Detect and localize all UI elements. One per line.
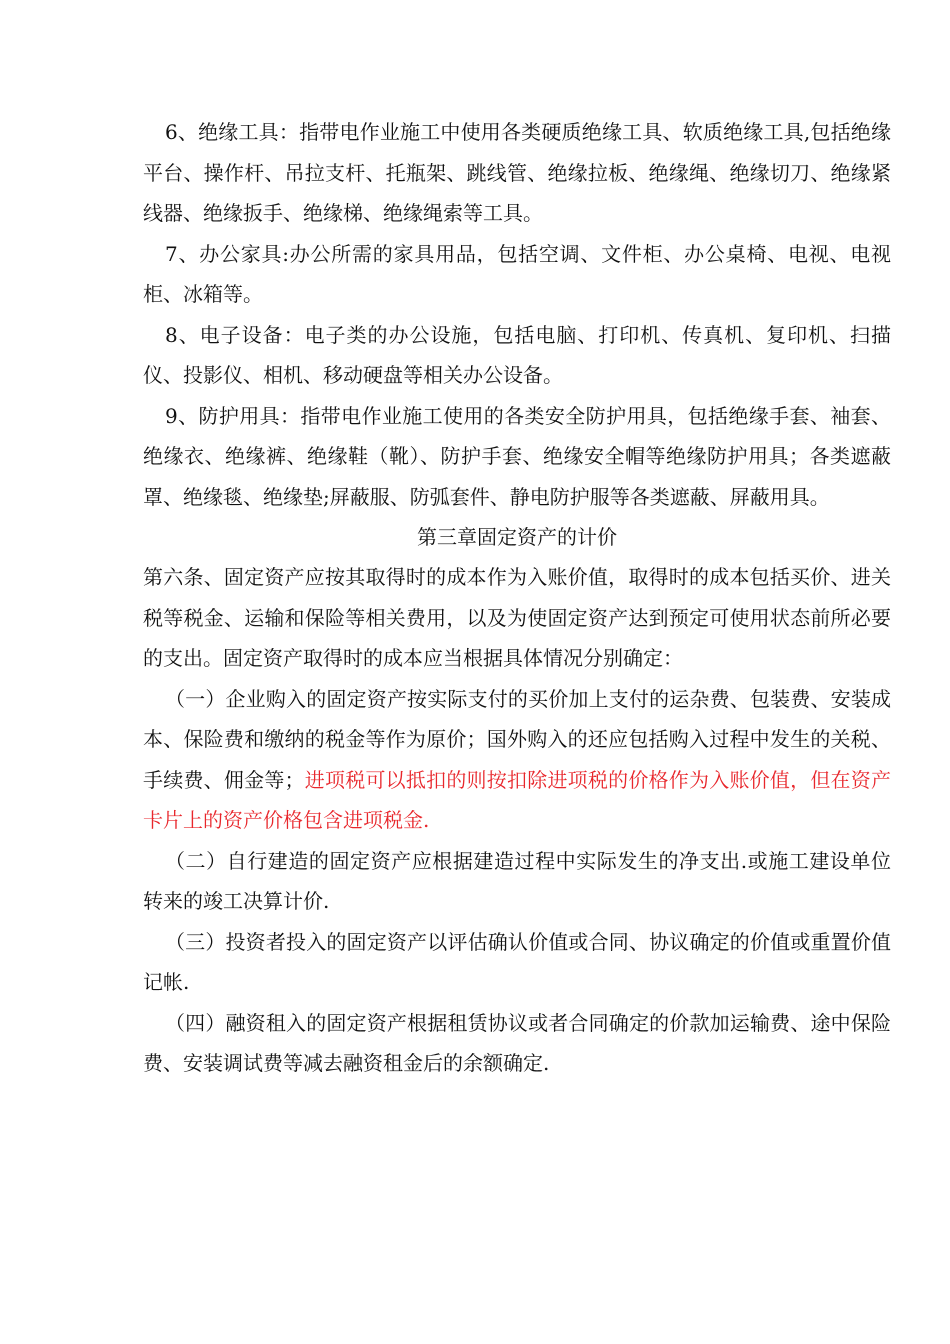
clause-1-text: （一）企业购入的固定资产按实际支付的买价加上支付的运杂费、包装费、安装成本、保险费和缴纳的税金等作为原价；国外购入的还应包括购入过程中发生的关税、手续费、佣金等； [143,686,891,792]
paragraph-item-7: 7、办公家具:办公所需的家具用品，包括空调、文件柜、办公桌椅、电视、电视柜、冰箱等。 [143,241,891,306]
chapter-heading: 第三章固定资产的计价 [417,525,617,549]
clause-3-paragraph: （三）投资者投入的固定资产以评估确认价值或合同、协议确定的价值或重置价值记帐. [143,929,891,994]
clause-2-paragraph: （二）自行建造的固定资产应根据建造过程中实际发生的净支出.或施工建设单位转来的竣工决算计价. [143,848,891,913]
clause-1-highlight: 进项税可以抵扣的则按扣除进项税的价格作为入账价值，但在资产卡片上的资产价格包含进项税金. [143,767,892,832]
paragraph-item-8: 8、电子设备：电子类的办公设施，包括电脑、打印机、传真机、复印机、扫描仪、投影仪、相机、移动硬盘等相关办公设备。 [143,322,891,387]
document-body [143,112,891,1084]
article-6-paragraph: 第六条、固定资产应按其取得时的成本作为入账价值，取得时的成本包括买价、进关税等税金、运输和保险等相关费用，以及为使固定资产达到预定可使用状态前所必要的支出。固定资产取得时的成本应当根据具体情况分别确定： [143,565,891,670]
clause-4-paragraph: （四）融资租入的固定资产根据租赁协议或者合同确定的价款加运输费、途中保险费、安装调试费等减去融资租金后的余额确定. [143,1010,891,1075]
paragraph-item-6: 6、绝缘工具：指带电作业施工中使用各类硬质绝缘工具、软质绝缘工具,包括绝缘平台、操作杆、吊拉支杆、托瓶架、跳线管、绝缘拉板、绝缘绳、绝缘切刀、绝缘紧线器、绝缘扳手、绝缘梯、绝缘绳索等工具。 [143,120,891,225]
paragraph-item-9: 9、防护用具：指带电作业施工使用的各类安全防护用具，包括绝缘手套、袖套、绝缘衣、绝缘裤、绝缘鞋（靴）、防护手套、绝缘安全帽等绝缘防护用具；各类遮蔽罩、绝缘毯、绝缘垫;屏蔽服、防弧套件、静电防护服等各类遮蔽、屏蔽用具。 [143,403,891,509]
clause-1-paragraph [143,679,891,841]
